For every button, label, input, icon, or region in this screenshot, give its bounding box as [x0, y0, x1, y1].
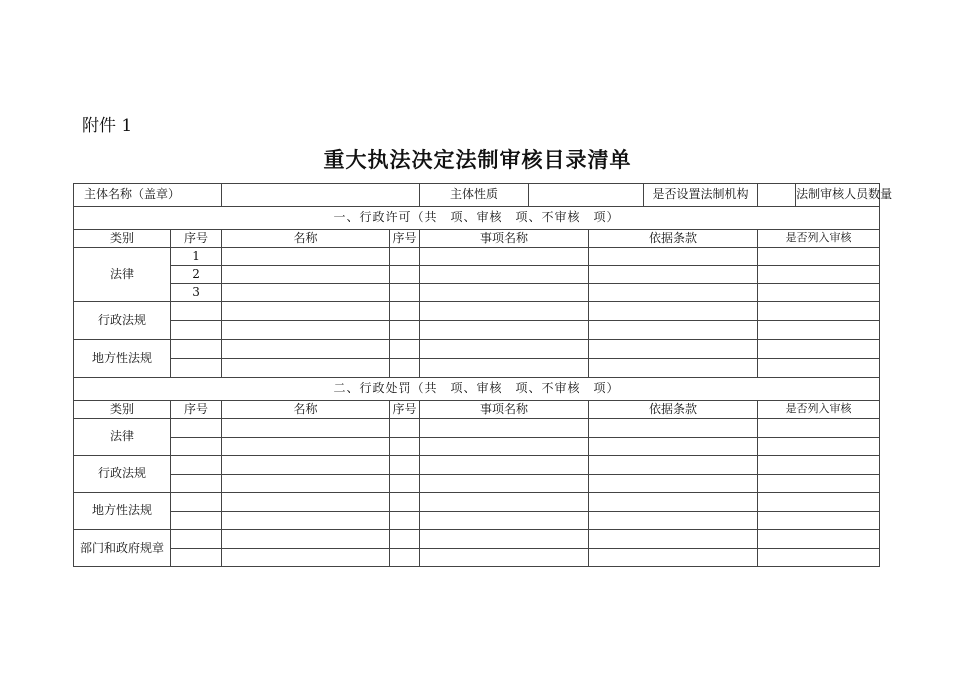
cell[interactable]	[758, 419, 880, 438]
cell[interactable]	[222, 340, 390, 359]
table-row	[74, 284, 880, 302]
table-row	[74, 549, 880, 567]
category-local-regulation: 地方性法规	[74, 493, 171, 530]
header-info-row	[74, 184, 880, 207]
category-law: 法律	[74, 419, 171, 456]
col-basis: 依据条款	[589, 401, 758, 419]
cell[interactable]	[420, 549, 589, 567]
cell[interactable]	[171, 321, 222, 340]
col-in-review: 是否列入审核	[758, 401, 880, 419]
col-item-name: 事项名称	[420, 401, 589, 419]
cell[interactable]	[171, 493, 222, 512]
cell[interactable]	[390, 248, 420, 266]
cell[interactable]	[758, 302, 880, 321]
entity-nature-field[interactable]	[529, 184, 644, 207]
attachment-label: 附件 1	[82, 116, 133, 136]
cell[interactable]	[390, 284, 420, 302]
cell[interactable]	[171, 302, 222, 321]
seq-number: 2	[171, 266, 222, 284]
cell[interactable]	[589, 419, 758, 438]
cell[interactable]	[222, 321, 390, 340]
cell[interactable]	[171, 340, 222, 359]
cell[interactable]	[420, 512, 589, 530]
cell[interactable]	[589, 530, 758, 549]
table-row	[74, 456, 880, 475]
cell[interactable]	[171, 419, 222, 438]
table-row	[74, 493, 880, 512]
cell[interactable]	[758, 438, 880, 456]
cell[interactable]	[222, 248, 390, 266]
cell[interactable]	[589, 359, 758, 378]
cell[interactable]	[390, 530, 420, 549]
col-seq2: 序号	[390, 230, 420, 248]
table-row	[74, 266, 880, 284]
cell[interactable]	[222, 438, 390, 456]
section-title-row	[74, 207, 880, 230]
col-category: 类别	[74, 401, 171, 419]
cell[interactable]	[171, 475, 222, 493]
cell[interactable]	[420, 530, 589, 549]
cell[interactable]	[758, 340, 880, 359]
cell[interactable]	[222, 359, 390, 378]
cell[interactable]	[171, 512, 222, 530]
cell[interactable]	[589, 456, 758, 475]
cell[interactable]	[222, 475, 390, 493]
table-row	[74, 512, 880, 530]
cell[interactable]	[222, 456, 390, 475]
cell[interactable]	[589, 475, 758, 493]
col-seq2: 序号	[390, 401, 420, 419]
document-title: 重大执法决定法制审核目录清单	[323, 147, 632, 172]
column-header-row	[74, 230, 880, 248]
cell[interactable]	[758, 359, 880, 378]
cell[interactable]	[222, 530, 390, 549]
category-dept-rules: 部门和政府规章	[74, 530, 171, 567]
col-basis: 依据条款	[589, 230, 758, 248]
cell[interactable]	[390, 340, 420, 359]
cell[interactable]	[589, 302, 758, 321]
table-row	[74, 438, 880, 456]
cell[interactable]	[390, 549, 420, 567]
cell[interactable]	[589, 266, 758, 284]
table-row	[74, 359, 880, 378]
col-seq: 序号	[171, 401, 222, 419]
cell[interactable]	[420, 248, 589, 266]
section1-title: 一、行政许可（共 项、审核 项、不审核 项）	[74, 207, 880, 230]
cell[interactable]	[420, 438, 589, 456]
cell[interactable]	[589, 248, 758, 266]
cell[interactable]	[420, 493, 589, 512]
cell[interactable]	[222, 302, 390, 321]
cell[interactable]	[222, 266, 390, 284]
cell[interactable]	[589, 340, 758, 359]
col-item-name: 事项名称	[420, 230, 589, 248]
cell[interactable]	[589, 549, 758, 567]
entity-nature-label: 主体性质	[420, 184, 529, 207]
cell[interactable]	[171, 456, 222, 475]
cell[interactable]	[390, 438, 420, 456]
table-row	[74, 419, 880, 438]
cell[interactable]	[420, 475, 589, 493]
entity-name-label: 主体名称（盖章）	[74, 184, 222, 207]
section-title-row	[74, 378, 880, 401]
cell[interactable]	[171, 530, 222, 549]
review-catalog-table	[73, 183, 893, 567]
cell[interactable]	[589, 284, 758, 302]
cell[interactable]	[420, 302, 589, 321]
cell[interactable]	[420, 284, 589, 302]
cell[interactable]	[390, 321, 420, 340]
entity-name-field[interactable]	[222, 184, 420, 207]
cell[interactable]	[758, 266, 880, 284]
cell[interactable]	[758, 549, 880, 567]
reviewer-count-label: 法制审核人员数量	[796, 184, 880, 207]
col-category: 类别	[74, 230, 171, 248]
cell[interactable]	[758, 475, 880, 493]
cell[interactable]	[758, 248, 880, 266]
seq-number: 1	[171, 248, 222, 266]
cell[interactable]	[390, 493, 420, 512]
cell[interactable]	[222, 419, 390, 438]
cell[interactable]	[390, 419, 420, 438]
table-row	[74, 340, 880, 359]
category-local-regulation: 地方性法规	[74, 340, 171, 378]
col-name: 名称	[222, 230, 390, 248]
cell[interactable]	[390, 456, 420, 475]
table-row	[74, 248, 880, 266]
cell[interactable]	[390, 512, 420, 530]
cell[interactable]	[222, 512, 390, 530]
table-row	[74, 475, 880, 493]
col-name: 名称	[222, 401, 390, 419]
cell[interactable]	[420, 456, 589, 475]
cell[interactable]	[420, 419, 589, 438]
cell[interactable]	[420, 321, 589, 340]
cell[interactable]	[758, 493, 880, 512]
table-row	[74, 321, 880, 340]
cell[interactable]	[420, 340, 589, 359]
cell[interactable]	[420, 266, 589, 284]
cell[interactable]	[171, 549, 222, 567]
table-row	[74, 302, 880, 321]
column-header-row	[74, 401, 880, 419]
col-seq: 序号	[171, 230, 222, 248]
cell[interactable]	[222, 549, 390, 567]
cell[interactable]	[589, 493, 758, 512]
cell[interactable]	[758, 530, 880, 549]
cell[interactable]	[390, 302, 420, 321]
legal-body-label: 是否设置法制机构	[644, 184, 758, 207]
cell[interactable]	[758, 321, 880, 340]
cell[interactable]	[222, 284, 390, 302]
seq-number: 3	[171, 284, 222, 302]
col-in-review: 是否列入审核	[758, 230, 880, 248]
cell[interactable]	[390, 359, 420, 378]
section2-title: 二、行政处罚（共 项、审核 项、不审核 项）	[74, 378, 880, 401]
cell[interactable]	[171, 438, 222, 456]
cell[interactable]	[758, 456, 880, 475]
cell[interactable]	[758, 512, 880, 530]
category-law: 法律	[74, 248, 171, 302]
legal-body-field[interactable]	[758, 184, 796, 207]
cell[interactable]	[390, 266, 420, 284]
category-admin-regulation: 行政法规	[74, 456, 171, 493]
table-row	[74, 530, 880, 549]
cell[interactable]	[390, 475, 420, 493]
cell[interactable]	[589, 512, 758, 530]
cell[interactable]	[420, 359, 589, 378]
cell[interactable]	[589, 321, 758, 340]
cell[interactable]	[758, 284, 880, 302]
cell[interactable]	[171, 359, 222, 378]
cell[interactable]	[222, 493, 390, 512]
category-admin-regulation: 行政法规	[74, 302, 171, 340]
cell[interactable]	[589, 438, 758, 456]
